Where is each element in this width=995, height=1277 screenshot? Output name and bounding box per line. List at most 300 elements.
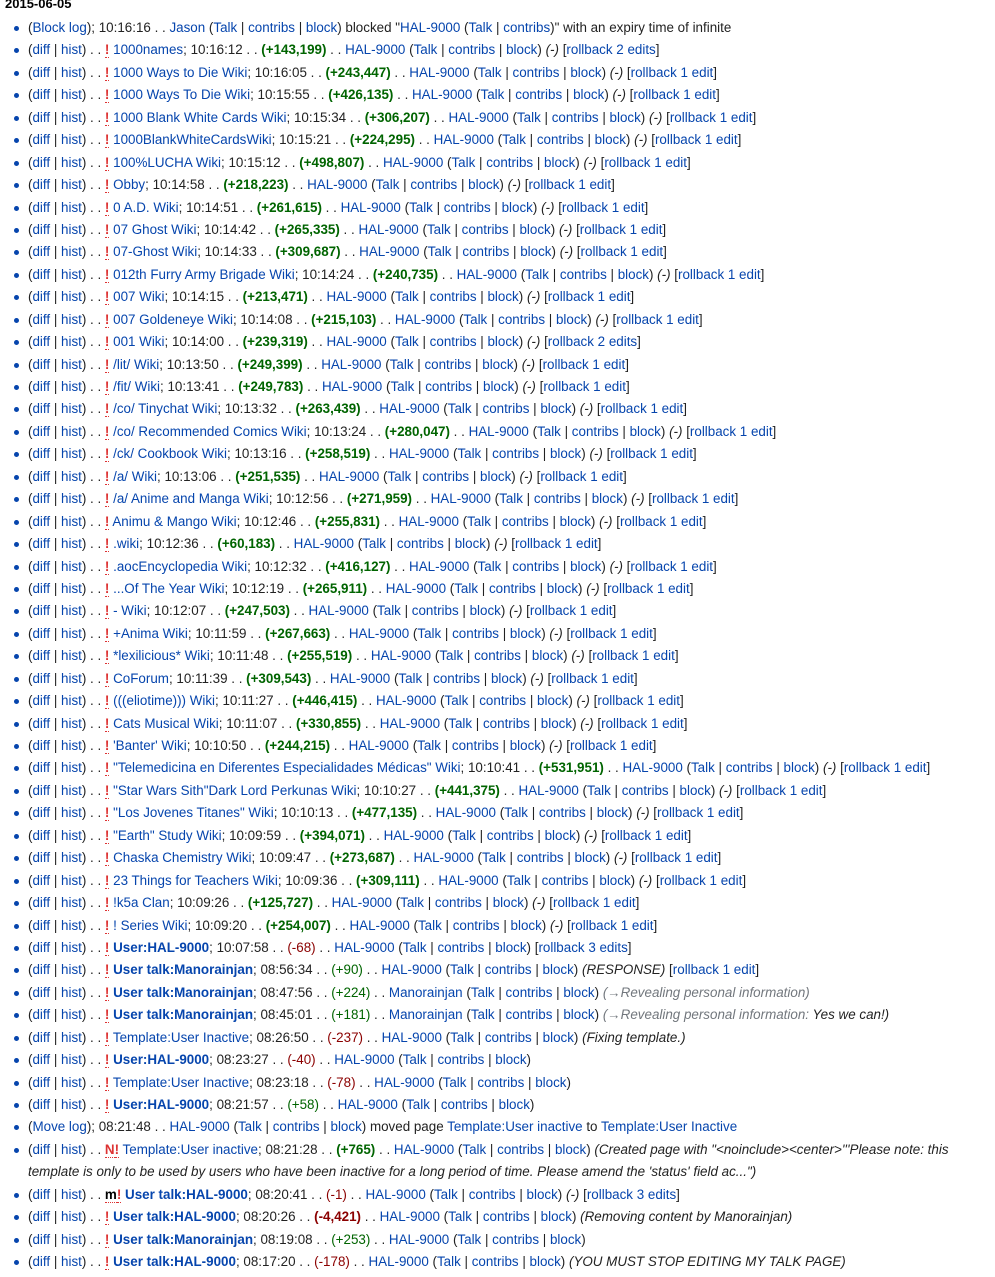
contribs-link[interactable]: contribs — [484, 1029, 532, 1045]
diff-link[interactable]: diff — [32, 468, 51, 484]
page-title-link[interactable]: *lexilicious* Wiki — [113, 648, 210, 664]
user-link[interactable]: HAL-9000 — [413, 850, 474, 866]
hist-link[interactable]: hist — [61, 356, 82, 372]
rollback-link[interactable]: rollback 1 edit — [630, 64, 714, 80]
hist-link[interactable]: hist — [61, 199, 82, 215]
contribs-link[interactable]: contribs — [424, 356, 472, 372]
user-link[interactable]: HAL-9000 — [358, 221, 419, 237]
user-link[interactable]: HAL-9000 — [331, 895, 392, 911]
talk-link[interactable]: Talk — [417, 625, 442, 641]
rollback-link[interactable]: rollback 1 edit — [659, 872, 743, 888]
contribs-link[interactable]: contribs — [410, 177, 458, 193]
diff-link[interactable]: diff — [32, 805, 51, 821]
diff-link[interactable]: diff — [32, 895, 51, 911]
diff-link[interactable]: diff — [32, 558, 51, 574]
diff-link[interactable]: diff — [32, 850, 51, 866]
user-link[interactable]: HAL-9000 — [169, 1119, 230, 1135]
hist-link[interactable]: hist — [61, 132, 82, 148]
hist-link[interactable]: hist — [61, 693, 82, 709]
talk-link[interactable]: Talk — [457, 1231, 482, 1247]
hist-link[interactable]: hist — [61, 244, 82, 260]
diff-link[interactable]: diff — [32, 42, 51, 58]
hist-link[interactable]: hist — [61, 468, 82, 484]
contribs-link[interactable]: contribs — [474, 648, 521, 664]
user-link[interactable]: HAL-9000 — [334, 1052, 395, 1068]
block-link[interactable]: block — [546, 580, 579, 596]
user-link[interactable]: Manorainjan — [388, 1007, 463, 1023]
contribs-link[interactable]: contribs — [512, 558, 560, 574]
hist-link[interactable]: hist — [61, 625, 82, 641]
diff-link[interactable]: diff — [32, 603, 51, 619]
user-link[interactable]: HAL-9000 — [379, 715, 441, 731]
rollback-link[interactable]: rollback 3 edits — [586, 1186, 677, 1202]
talk-link[interactable]: Talk — [506, 872, 531, 888]
block-link[interactable]: block — [526, 1186, 558, 1202]
page-title-link[interactable]: User:HAL-9000 — [113, 939, 210, 955]
hist-link[interactable]: hist — [61, 311, 82, 327]
talk-link[interactable]: Talk — [426, 221, 451, 237]
contribs-link[interactable]: contribs — [482, 715, 530, 731]
diff-link[interactable]: diff — [32, 536, 51, 552]
hist-link[interactable]: hist — [61, 266, 82, 282]
talk-link[interactable]: Talk — [525, 266, 549, 282]
block-log-link[interactable]: Block log — [32, 20, 87, 35]
block-link[interactable]: block — [483, 379, 515, 394]
talk-link[interactable]: Talk — [477, 558, 502, 574]
diff-link[interactable]: diff — [32, 648, 51, 664]
diff-link[interactable]: diff — [32, 827, 51, 843]
talk-link[interactable]: Talk — [402, 1052, 427, 1068]
hist-link[interactable]: hist — [61, 558, 82, 574]
hist-link[interactable]: hist — [61, 1052, 82, 1068]
block-link[interactable]: block — [559, 513, 591, 529]
talk-link[interactable]: Talk — [439, 648, 464, 664]
rollback-link[interactable]: rollback 2 edits — [566, 42, 656, 58]
hist-link[interactable]: hist — [61, 917, 82, 933]
talk-link[interactable]: Talk — [537, 423, 561, 439]
rollback-link[interactable]: rollback 1 edit — [579, 221, 663, 237]
rollback-link[interactable]: rollback 1 edit — [843, 760, 927, 776]
talk-link[interactable]: Talk — [213, 20, 238, 35]
contribs-link[interactable]: contribs — [541, 872, 589, 888]
contribs-link[interactable]: contribs — [437, 1052, 485, 1068]
contribs-link[interactable]: contribs — [443, 199, 491, 215]
rollback-link[interactable]: rollback 1 edit — [543, 379, 626, 394]
page-title-link[interactable]: /a/ Wiki — [113, 468, 158, 484]
hist-link[interactable]: hist — [61, 42, 82, 58]
page-title-link[interactable]: Chaska Chemistry Wiki — [113, 850, 252, 866]
page-title-link[interactable]: /ck/ Cookbook Wiki — [113, 446, 227, 462]
user-link[interactable]: HAL-9000 — [430, 491, 491, 507]
hist-link[interactable]: hist — [61, 939, 82, 955]
contribs-link[interactable]: contribs — [396, 536, 444, 552]
contribs-link[interactable]: contribs — [505, 1007, 553, 1023]
block-link[interactable]: block — [540, 1209, 572, 1225]
contribs-link[interactable]: contribs — [448, 42, 496, 58]
user-link[interactable]: HAL-9000 — [307, 177, 368, 193]
page-title-link[interactable]: /lit/ Wiki — [113, 356, 160, 372]
diff-link[interactable]: diff — [32, 109, 51, 125]
user-link[interactable]: HAL-9000 — [349, 917, 410, 933]
block-link[interactable]: block — [549, 1231, 582, 1247]
hist-link[interactable]: hist — [61, 984, 82, 1000]
block-link[interactable]: block — [482, 356, 514, 372]
hist-link[interactable]: hist — [61, 423, 82, 439]
diff-link[interactable]: diff — [32, 693, 51, 709]
hist-link[interactable]: hist — [61, 603, 82, 619]
hist-link[interactable]: hist — [61, 177, 82, 193]
user-link[interactable]: HAL-9000 — [622, 760, 683, 776]
diff-link[interactable]: diff — [32, 715, 51, 731]
block-link[interactable]: block — [487, 289, 519, 305]
diff-link[interactable]: diff — [32, 311, 51, 327]
page-title-link[interactable]: (((eliotime))) Wiki — [113, 693, 216, 709]
contribs-link[interactable]: contribs — [512, 64, 560, 80]
contribs-link[interactable]: contribs — [498, 311, 546, 327]
hist-link[interactable]: hist — [61, 221, 82, 237]
talk-link[interactable]: Talk — [499, 491, 523, 507]
talk-link[interactable]: Talk — [237, 1119, 262, 1135]
diff-link[interactable]: diff — [32, 760, 51, 776]
rollback-link[interactable]: rollback 1 edit — [540, 468, 623, 484]
page-title-link[interactable]: .wiki — [113, 536, 140, 552]
diff-link[interactable]: diff — [32, 221, 51, 237]
talk-link[interactable]: Talk — [451, 154, 476, 170]
block-link[interactable]: block — [510, 917, 542, 933]
block-link[interactable]: block — [305, 20, 338, 35]
rollback-link[interactable]: rollback 1 edit — [547, 289, 631, 305]
user-link[interactable]: HAL-9000 — [382, 154, 444, 170]
hist-link[interactable]: hist — [61, 1074, 82, 1090]
block-link[interactable]: block — [540, 715, 573, 731]
contribs-link[interactable]: contribs — [538, 805, 586, 821]
hist-link[interactable]: hist — [61, 962, 82, 978]
page-title-link[interactable]: User talk:HAL-9000 — [125, 1186, 248, 1202]
hist-link[interactable]: hist — [61, 738, 82, 753]
rollback-link[interactable]: rollback 1 edit — [633, 87, 716, 103]
contribs-link[interactable]: contribs — [451, 738, 499, 753]
diff-link[interactable]: diff — [32, 872, 51, 888]
contribs-link[interactable]: contribs — [422, 468, 470, 484]
hist-link[interactable]: hist — [61, 64, 82, 80]
user-link[interactable]: HAL-9000 — [383, 827, 444, 843]
user-link[interactable]: HAL-9000 — [398, 513, 459, 529]
talk-link[interactable]: Talk — [447, 401, 472, 417]
rollback-link[interactable]: rollback 1 edit — [657, 805, 740, 821]
contribs-link[interactable]: contribs — [501, 513, 549, 529]
rollback-link[interactable]: rollback 1 edit — [630, 558, 714, 574]
user-link[interactable]: HAL-9000 — [456, 266, 517, 282]
block-link[interactable]: block — [506, 42, 538, 58]
diff-link[interactable]: diff — [32, 1209, 51, 1225]
rollback-link[interactable]: rollback 1 edit — [570, 625, 653, 641]
block-link[interactable]: block — [563, 984, 595, 1000]
hist-link[interactable]: hist — [61, 895, 82, 911]
user-link[interactable]: HAL-9000 — [293, 536, 354, 552]
block-link[interactable]: block — [555, 311, 588, 327]
user-link[interactable]: HAL-9000 — [345, 42, 406, 58]
diff-link[interactable]: diff — [32, 917, 51, 933]
hist-link[interactable]: hist — [61, 289, 82, 305]
hist-link[interactable]: hist — [61, 154, 82, 170]
page-title-link[interactable]: User talk:Manorainjan — [113, 1231, 254, 1247]
block-link[interactable]: block — [544, 827, 576, 843]
user-link[interactable]: HAL-9000 — [381, 962, 442, 978]
page-title-link[interactable]: ...Of The Year Wiki — [113, 580, 225, 596]
contribs-link[interactable]: contribs — [411, 603, 459, 619]
diff-link[interactable]: diff — [32, 266, 51, 282]
talk-link[interactable]: Talk — [394, 334, 419, 350]
user-link[interactable]: HAL-9000 — [412, 87, 473, 103]
page-title-link[interactable]: 1000 Ways To Die Wiki — [113, 87, 251, 103]
user-link[interactable]: Manorainjan — [388, 984, 463, 1000]
rollback-link[interactable]: rollback 1 edit — [542, 356, 626, 372]
rollback-link[interactable]: rollback 1 edit — [672, 962, 756, 978]
talk-link[interactable]: Talk — [449, 962, 474, 978]
hist-link[interactable]: hist — [61, 109, 82, 125]
block-link[interactable]: block — [519, 221, 551, 237]
rollback-link[interactable]: rollback 1 edit — [600, 401, 684, 417]
contribs-link[interactable]: contribs — [571, 423, 619, 439]
diff-link[interactable]: diff — [32, 782, 51, 798]
talk-link[interactable]: Talk — [390, 379, 415, 394]
hist-link[interactable]: hist — [61, 805, 82, 821]
page-title-link[interactable]: "Los Jovenes Titanes" Wiki — [113, 805, 274, 821]
page-title-link[interactable]: "Telemedicina en Diferentes Especialidades Médicas" Wiki — [113, 760, 461, 776]
talk-link[interactable]: Talk — [467, 513, 491, 529]
diff-link[interactable]: diff — [32, 962, 51, 978]
contribs-link[interactable]: contribs — [516, 850, 564, 866]
block-link[interactable]: block — [330, 1119, 362, 1135]
talk-link[interactable]: Talk — [417, 738, 441, 753]
contribs-link[interactable]: contribs — [497, 1141, 545, 1157]
user-link[interactable]: HAL-9000 — [376, 693, 437, 709]
talk-link[interactable]: Talk — [377, 603, 401, 619]
page-title-link[interactable]: User talk:Manorainjan — [113, 1007, 254, 1023]
talk-link[interactable]: Talk — [375, 177, 400, 193]
user-link[interactable]: HAL-9000 — [435, 805, 496, 821]
user-link[interactable]: HAL-9000 — [334, 939, 395, 955]
page-title-link[interactable]: 1000BlankWhiteCardsWiki — [113, 132, 272, 148]
page-title-link[interactable]: 1000 Blank White Cards Wiki — [113, 109, 287, 125]
contribs-link[interactable]: contribs — [536, 132, 584, 148]
user-link[interactable]: HAL-9000 — [379, 1209, 440, 1225]
block-link[interactable]: block — [542, 1029, 574, 1045]
hist-link[interactable]: hist — [61, 1141, 82, 1157]
user-link[interactable]: HAL-9000 — [518, 782, 579, 798]
talk-link[interactable]: Talk — [448, 1209, 472, 1225]
talk-link[interactable]: Talk — [402, 939, 427, 955]
block-link[interactable]: block — [529, 1254, 561, 1270]
rollback-link[interactable]: rollback 1 edit — [580, 244, 664, 260]
page-title-link[interactable]: /a/ Anime and Manga Wiki — [113, 491, 269, 507]
talk-link[interactable]: Talk — [470, 1007, 495, 1023]
contribs-link[interactable]: contribs — [482, 401, 530, 417]
diff-link[interactable]: diff — [32, 1186, 51, 1202]
rollback-link[interactable]: rollback 1 edit — [669, 109, 753, 125]
page-title-link[interactable]: User talk:HAL-9000 — [113, 1209, 236, 1225]
contribs-link[interactable]: contribs — [492, 1231, 540, 1247]
hist-link[interactable]: hist — [61, 1097, 82, 1112]
contribs-link[interactable]: contribs — [486, 827, 534, 843]
hist-link[interactable]: hist — [61, 1186, 82, 1202]
block-link[interactable]: block — [542, 962, 574, 978]
rollback-link[interactable]: rollback 1 edit — [597, 693, 680, 709]
hist-link[interactable]: hist — [61, 401, 82, 417]
talk-link[interactable]: Talk — [481, 850, 506, 866]
diff-link[interactable]: diff — [32, 87, 51, 103]
block-link[interactable]: block — [599, 872, 631, 888]
user-link[interactable]: HAL-9000 — [326, 334, 387, 350]
contribs-link[interactable]: contribs — [551, 109, 599, 125]
user-link[interactable]: HAL-9000 — [348, 738, 409, 753]
talk-link[interactable]: Talk — [409, 199, 433, 215]
user-link[interactable]: HAL-9000 — [321, 379, 383, 394]
talk-link[interactable]: Talk — [448, 715, 473, 731]
diff-link[interactable]: diff — [32, 513, 51, 529]
talk-link[interactable]: Talk — [362, 536, 386, 552]
page-title-link[interactable]: - Wiki — [113, 603, 147, 619]
user-link[interactable]: HAL-9000 — [433, 132, 494, 148]
hist-link[interactable]: hist — [61, 715, 82, 731]
block-link[interactable]: block — [573, 87, 605, 103]
rollback-link[interactable]: rollback 1 edit — [553, 895, 636, 911]
contribs-link[interactable]: contribs — [272, 1119, 320, 1135]
contribs-link[interactable]: contribs — [621, 782, 669, 798]
page-title-link[interactable]: Cats Musical Wiki — [113, 715, 219, 731]
hist-link[interactable]: hist — [61, 513, 82, 529]
hist-link[interactable]: hist — [61, 536, 82, 552]
talk-link[interactable]: Talk — [504, 805, 528, 821]
diff-link[interactable]: diff — [32, 334, 51, 350]
page-title-link[interactable]: .aocEncyclopedia Wiki — [113, 558, 248, 574]
diff-link[interactable]: diff — [32, 356, 51, 372]
talk-link[interactable]: Talk — [454, 580, 479, 596]
talk-link[interactable]: Talk — [436, 1254, 461, 1270]
page-title-link[interactable]: 012th Furry Army Brigade Wiki — [113, 266, 295, 282]
talk-link[interactable]: Talk — [433, 1186, 458, 1202]
hist-link[interactable]: hist — [61, 334, 82, 350]
diff-link[interactable]: diff — [32, 154, 51, 170]
diff-link[interactable]: diff — [32, 1029, 51, 1045]
rollback-link[interactable]: rollback 1 edit — [689, 423, 773, 439]
block-link[interactable]: block — [617, 266, 649, 282]
diff-link[interactable]: diff — [32, 491, 51, 507]
user-link[interactable]: HAL-9000 — [374, 1074, 435, 1090]
rollback-link[interactable]: rollback 1 edit — [529, 603, 613, 619]
page-title-link[interactable]: Template:User inactive — [122, 1141, 258, 1157]
page-title-link[interactable]: /fit/ Wiki — [113, 379, 160, 394]
talk-link[interactable]: Talk — [690, 760, 715, 776]
hist-link[interactable]: hist — [61, 1029, 82, 1045]
page-title-link[interactable]: Obby — [113, 177, 146, 193]
hist-link[interactable]: hist — [61, 760, 82, 776]
hist-link[interactable]: hist — [61, 379, 82, 394]
diff-link[interactable]: diff — [32, 1141, 51, 1157]
block-link[interactable]: block — [783, 760, 815, 776]
user-link[interactable]: HAL-9000 — [340, 199, 401, 215]
rollback-link[interactable]: rollback 1 edit — [634, 850, 718, 866]
hist-link[interactable]: hist — [61, 87, 82, 103]
contribs-link[interactable]: contribs — [471, 1254, 519, 1270]
contribs-link[interactable]: contribs — [248, 20, 295, 35]
contribs-link[interactable]: contribs — [462, 244, 510, 260]
block-link[interactable]: block — [495, 1052, 527, 1068]
user-link[interactable]: HAL-9000 — [326, 289, 387, 305]
move-log-link[interactable]: Move log — [32, 1119, 87, 1135]
page-title-link[interactable]: 'Banter' Wiki — [113, 738, 187, 753]
block-link[interactable]: block — [629, 423, 661, 439]
hist-link[interactable]: hist — [61, 1007, 82, 1023]
block-link[interactable]: block — [454, 536, 486, 552]
moved-from-link[interactable]: Template:User inactive — [447, 1119, 583, 1135]
contribs-link[interactable]: contribs — [461, 221, 509, 237]
user-link[interactable]: HAL-9000 — [448, 109, 509, 125]
user-link[interactable]: HAL-9000 — [438, 872, 499, 888]
block-link[interactable]: block — [480, 468, 512, 484]
contribs-link[interactable]: contribs — [559, 266, 607, 282]
page-title-link[interactable]: CoForum — [113, 670, 169, 686]
talk-link[interactable]: Talk — [413, 42, 438, 58]
diff-link[interactable]: diff — [32, 289, 51, 305]
page-title-link[interactable]: 001 Wiki — [113, 334, 165, 350]
block-link[interactable]: block — [540, 401, 572, 417]
user-link[interactable]: HAL-9000 — [329, 670, 391, 686]
page-title-link[interactable]: Template:User Inactive — [112, 1074, 250, 1090]
talk-link[interactable]: Talk — [398, 670, 423, 686]
talk-link[interactable]: Talk — [444, 693, 469, 709]
page-title-link[interactable]: User talk:Manorainjan — [113, 984, 254, 1000]
rollback-link[interactable]: rollback 1 edit — [607, 580, 690, 596]
diff-link[interactable]: diff — [32, 1254, 51, 1270]
diff-link[interactable]: diff — [32, 177, 51, 193]
diff-link[interactable]: diff — [32, 984, 51, 1000]
rollback-link[interactable]: rollback 1 edit — [604, 154, 687, 170]
rollback-link[interactable]: rollback 1 edit — [678, 266, 761, 282]
page-title-link[interactable]: Template:User Inactive — [112, 1029, 250, 1045]
contribs-link[interactable]: contribs — [477, 1074, 525, 1090]
diff-link[interactable]: diff — [32, 244, 51, 260]
diff-link[interactable]: diff — [32, 446, 51, 462]
contribs-link[interactable]: contribs — [484, 962, 532, 978]
diff-link[interactable]: diff — [32, 939, 51, 955]
talk-link[interactable]: Talk — [387, 468, 412, 484]
block-link[interactable]: block — [537, 693, 569, 709]
page-title-link[interactable]: 007 Wiki — [113, 289, 165, 305]
rollback-link[interactable]: rollback 1 edit — [739, 782, 823, 798]
rollback-link[interactable]: rollback 1 edit — [528, 177, 612, 193]
block-link[interactable]: block — [531, 648, 564, 664]
hist-link[interactable]: hist — [61, 670, 82, 686]
user-link[interactable]: HAL-9000 — [379, 401, 440, 417]
talk-link[interactable]: Talk — [470, 984, 495, 1000]
rollback-link[interactable]: rollback 1 edit — [570, 738, 653, 753]
diff-link[interactable]: diff — [32, 625, 51, 641]
hist-link[interactable]: hist — [61, 648, 82, 664]
hist-link[interactable]: hist — [61, 1209, 82, 1225]
user-link[interactable]: HAL-9000 — [393, 1141, 455, 1157]
block-link[interactable]: block — [487, 334, 519, 350]
rollback-link[interactable]: rollback 1 edit — [610, 446, 693, 462]
page-title-link[interactable]: 007 Goldeneye Wiki — [113, 311, 233, 327]
talk-link[interactable]: Talk — [406, 1097, 430, 1112]
block-link[interactable]: block — [594, 132, 626, 148]
block-link[interactable]: block — [520, 244, 552, 260]
talk-link[interactable]: Talk — [468, 20, 493, 35]
block-link[interactable]: block — [469, 603, 501, 619]
user-link[interactable]: HAL-9000 — [365, 1186, 426, 1202]
diff-link[interactable]: diff — [32, 1074, 51, 1090]
